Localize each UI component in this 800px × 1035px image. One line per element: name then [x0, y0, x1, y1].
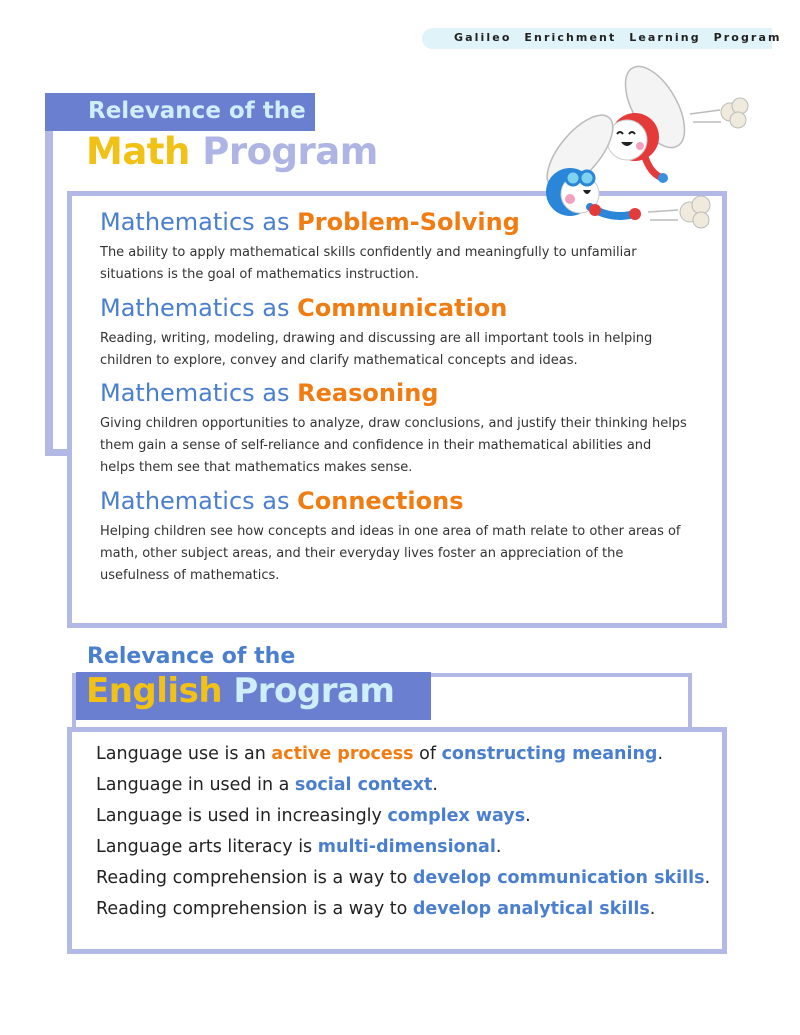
- program-title-word: Program: [202, 130, 378, 173]
- line-highlight-orange: active process: [271, 744, 414, 764]
- topic-body-problem-solving: The ability to apply mathematical skills confidently and meaningfully to unfamiliar situations is the goal of mathematics instruction.: [100, 245, 637, 282]
- header-title: Galileo Enrichment Learning Program: [454, 31, 782, 44]
- line-text: Language in used in a: [96, 775, 295, 795]
- english-line: [96, 744, 663, 764]
- topic-heading-problem-solving: [100, 208, 520, 236]
- mascot-illustration-icon: [505, 62, 775, 262]
- line-text: .: [525, 806, 531, 826]
- topic-heading-communication: [100, 294, 507, 322]
- english-section-title: [86, 671, 394, 711]
- line-text: Language use is an: [96, 744, 272, 764]
- math-outer-frame-bottom: [45, 449, 69, 456]
- line-highlight-blue: social context: [294, 775, 433, 795]
- topic-heading-connections: [100, 487, 464, 515]
- line-highlight-blue: multi-dimensional: [317, 837, 496, 857]
- math-title-word: Math: [86, 130, 190, 173]
- topic-keyword: Connections: [297, 487, 464, 515]
- english-line: [96, 806, 531, 826]
- topic-keyword: Problem-Solving: [297, 208, 520, 236]
- english-line: [96, 775, 438, 795]
- topic-prefix: Mathematics as: [100, 294, 290, 322]
- line-highlight-blue: constructing meaning: [441, 744, 658, 764]
- line-text: Language is used in increasingly: [96, 806, 388, 826]
- line-text: Language arts literacy is: [96, 837, 318, 857]
- english-line: [96, 837, 501, 857]
- line-highlight-blue: develop analytical skills: [412, 899, 650, 919]
- topic-body-connections: Helping children see how concepts and ideas in one area of math relate to other areas of math, other subject areas, and their everyday lives foster an appreciation of the usefulness of mathematics.: [100, 524, 681, 583]
- line-text: .: [657, 744, 664, 764]
- english-line: [96, 868, 710, 888]
- english-content-box: [67, 727, 727, 954]
- line-text: .: [495, 837, 502, 857]
- line-text: .: [432, 775, 438, 795]
- line-highlight-blue: develop communication skills: [412, 868, 705, 888]
- line-text: .: [704, 868, 711, 888]
- line-text: .: [649, 899, 656, 919]
- english-title-word: English: [86, 671, 223, 711]
- program-title-word: Program: [233, 671, 395, 711]
- topic-body-reasoning: Giving children opportunities to analyze, draw conclusions, and justify their thinking helps them gain a sense of self-reliance and confidence in their mathematical abilities and helps them see that mathematics makes sense.: [100, 416, 687, 475]
- topic-prefix: Mathematics as: [100, 208, 290, 236]
- math-outer-frame: [45, 93, 53, 455]
- math-section-title: [86, 130, 378, 173]
- topic-prefix: Mathematics as: [100, 487, 290, 515]
- line-highlight-blue: complex ways: [387, 806, 526, 826]
- topic-keyword: Communication: [297, 294, 508, 322]
- topic-heading-reasoning: [100, 379, 438, 407]
- english-line: [96, 899, 655, 919]
- topic-body-communication: Reading, writing, modeling, drawing and discussing are all important tools in helping children to explore, convey and clarify mathematical concepts and ideas.: [100, 331, 653, 368]
- line-text: Reading comprehension is a way to: [96, 868, 413, 888]
- topic-prefix: Mathematics as: [100, 379, 290, 407]
- topic-keyword: Reasoning: [297, 379, 439, 407]
- line-text: Reading comprehension is a way to: [96, 899, 413, 919]
- line-text: of: [413, 744, 442, 764]
- math-banner-text: Relevance of the: [88, 98, 306, 124]
- english-small-title: Relevance of the: [87, 644, 296, 669]
